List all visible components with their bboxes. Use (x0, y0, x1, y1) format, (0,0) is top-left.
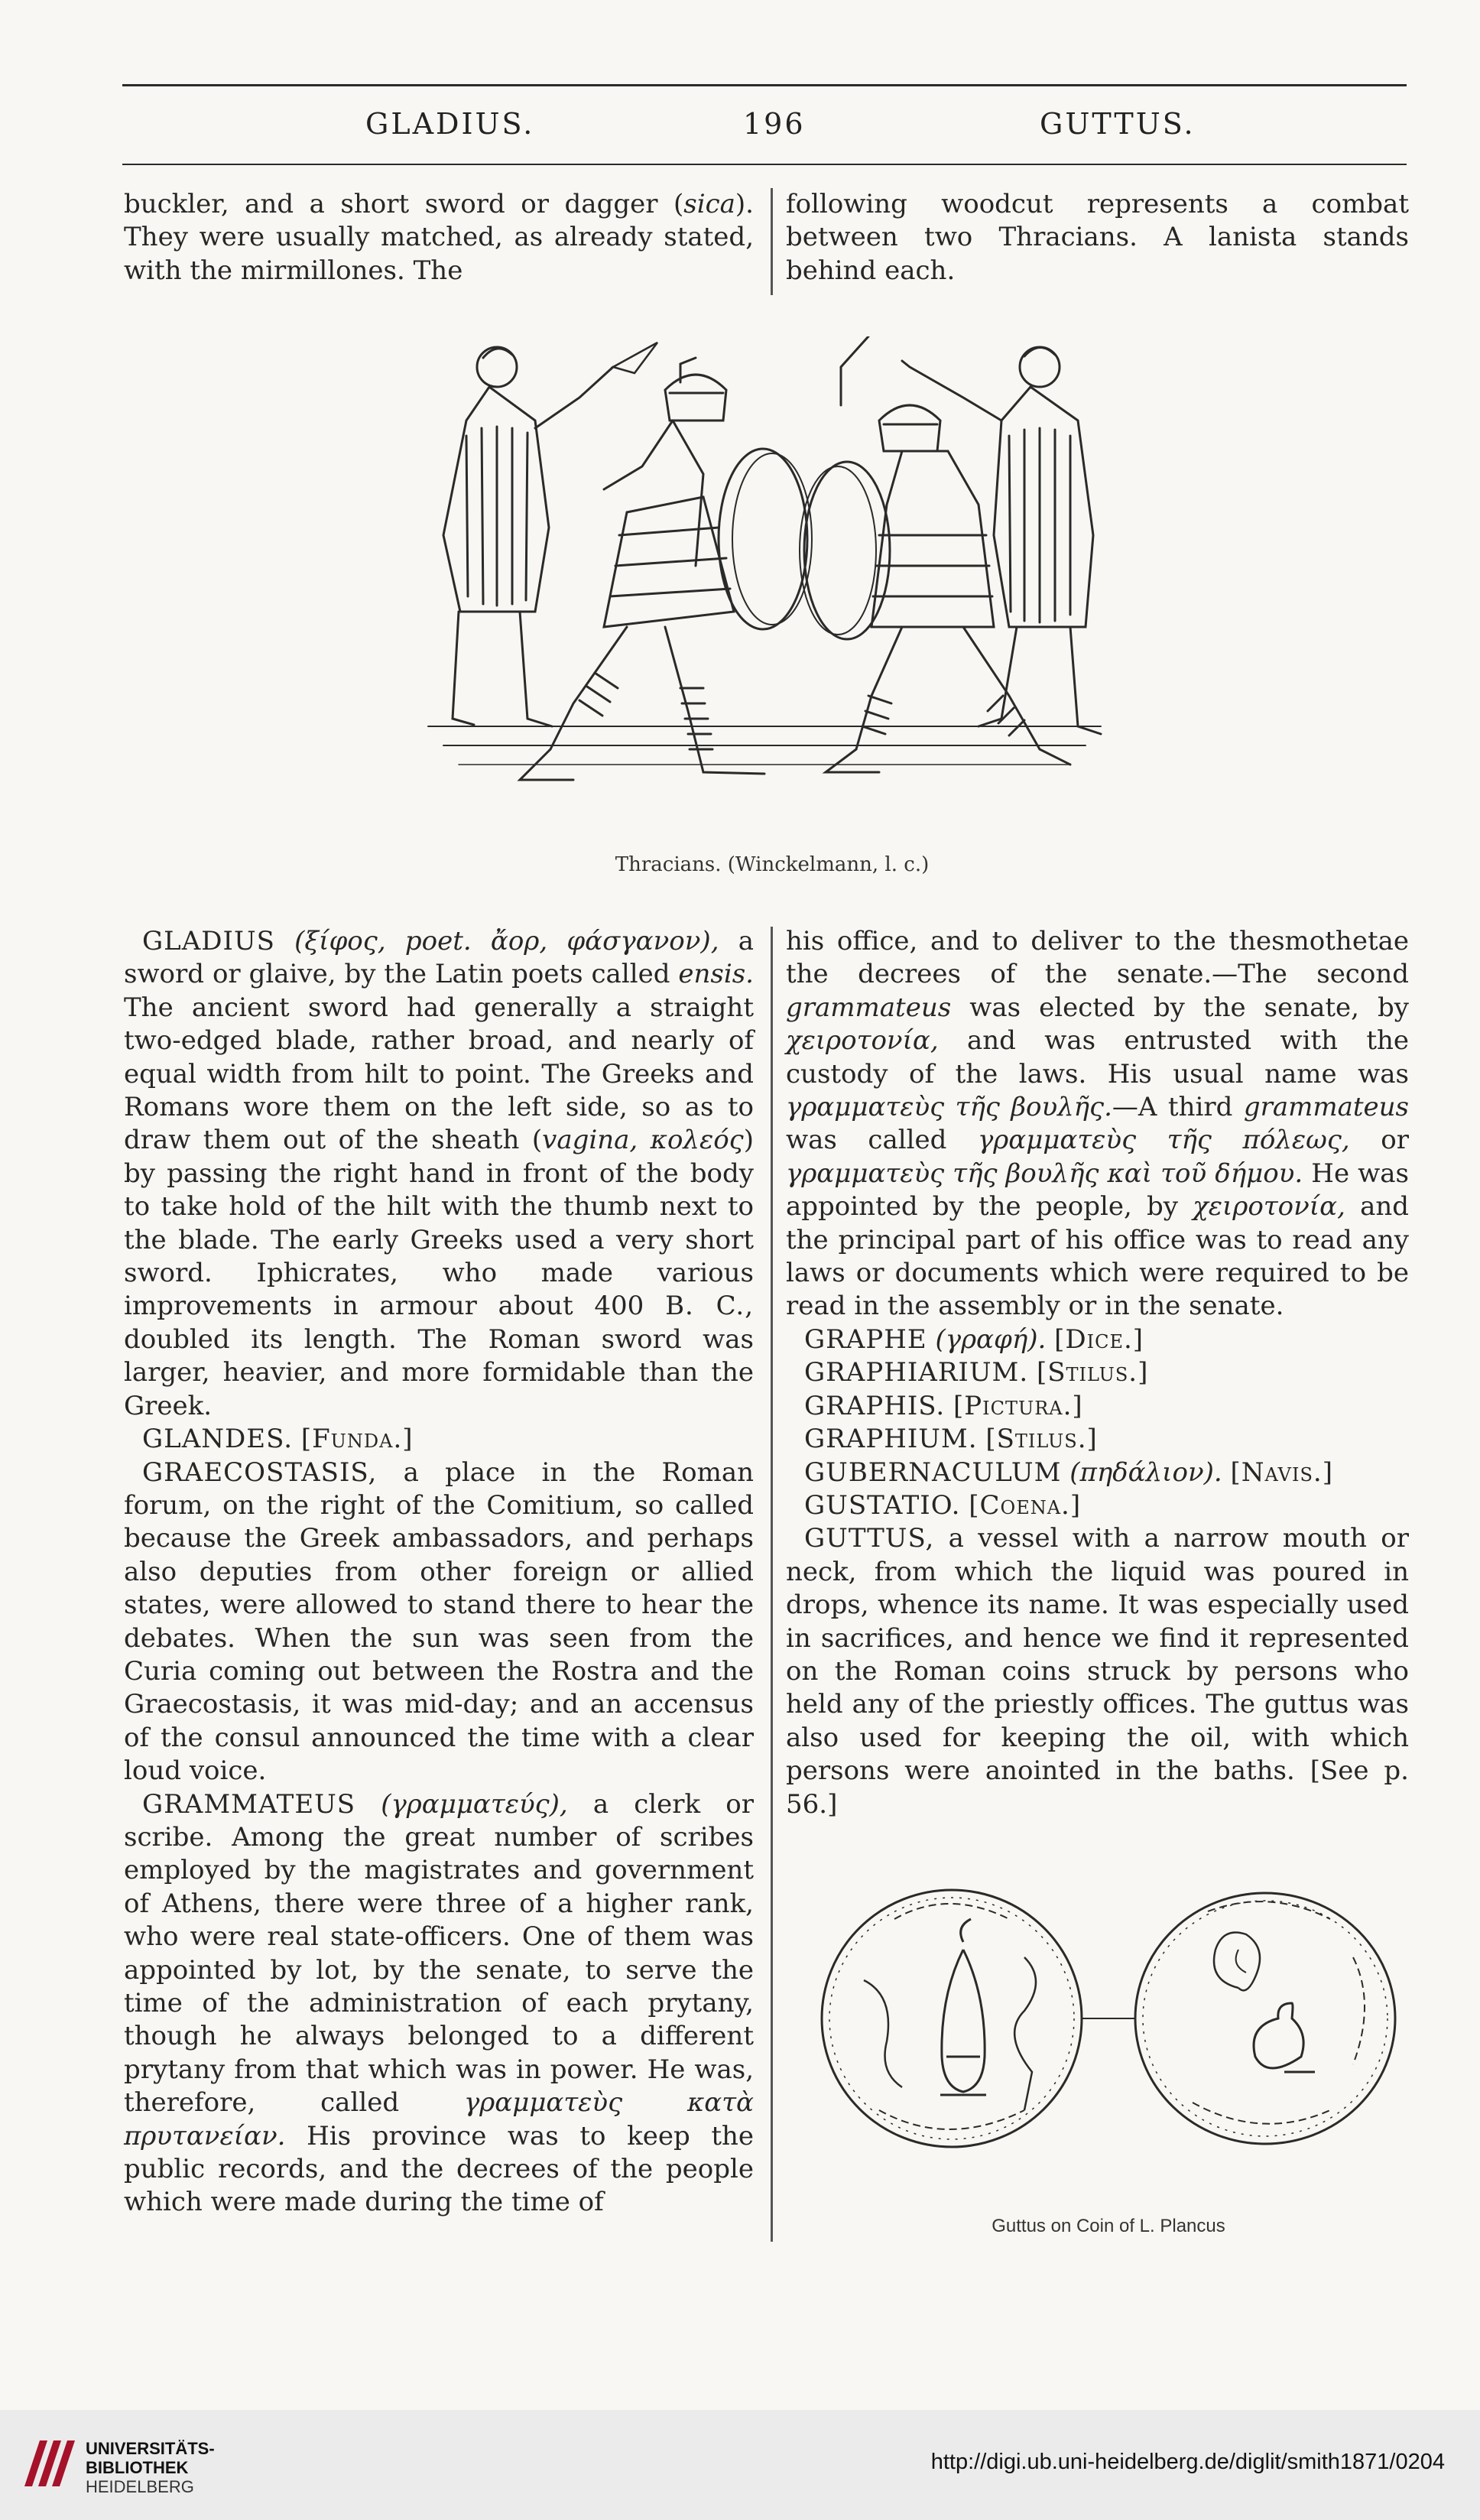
header-rule-bottom (122, 164, 1407, 165)
entry-gladius: GLADIUS (ξίφος, poet. ἄορ, φάσγανον), a sword or glaive, by the Latin poets called ensis. The ancient sword had generally a straight two-edged blade, rather broad, and nearly of equal width from hilt to point. The Greeks and Romans wore them on the left side, so as to draw them out of the sheath (vagina, κολεός) by passing the right hand in front of the body to take hold of the hilt with the thumb next to the blade. The early Greeks used a very short sword. Iphicrates, who made various improvements in armour about 400 B. C., doubled its length. The Roman sword was larger, heavier, and more formidable than the Greek. (124, 926, 755, 1421)
figure2-caption: Guttus on Coin of L. Plancus (992, 2216, 1225, 2236)
footer-bar (0, 2410, 1480, 2520)
xref-link[interactable]: [Stilus.] (1036, 1357, 1149, 1388)
xref-graphe: GRAPHE (γραφή). [Dice.] (804, 1323, 1144, 1355)
xref-graphium: GRAPHIUM. [Stilus.] (804, 1424, 1098, 1455)
entry-guttus: GUTTUS, a vessel with a narrow mouth or neck, from which the liquid was poured in drops, whence its name. It was especially used in sacrifices, and hence we find it represented on the Roman coins struck by persons who held any of the priestly offices. The guttus was also used for keeping the oil, with which persons were anointed in the baths. [See p. 56.] (786, 1523, 1410, 1820)
right-column (786, 925, 1409, 1821)
header-rule-top (122, 84, 1407, 86)
source-url-link[interactable]: http://digi.ub.uni-heidelberg.de/diglit/smith1871/0204 (930, 2450, 1445, 2474)
left-column (124, 925, 754, 2220)
xref-gustatio: GUSTATIO. [Coena.] (804, 1489, 1082, 1521)
running-head-left: GLADIUS. (365, 107, 535, 141)
page-number: 196 (743, 107, 806, 141)
xref-link[interactable]: [Stilus.] (985, 1424, 1098, 1455)
entry-graecostasis: GRAECOSTASIS, a place in the Roman forum, on the right of the Comitium, so called because the Greek ambassadors, and perhaps also deputies from other foreign or allied states, were allowed to stand there to hear the debates. When the sun was seen from the Curia coming out between the Rostra and the Graecostasis, it was mid-day; and an accensus of the consul announced the time with a clear loud voice. (124, 1456, 754, 1787)
library-name: UNIVERSITÄTS- BIBLIOTHEK HEIDELBERG (86, 2439, 215, 2496)
top-column-divider (771, 188, 773, 295)
guttus-coin-illustration (810, 1866, 1407, 2187)
xref-link[interactable]: [Pictura.] (953, 1390, 1083, 1421)
top-text-left: buckler, and a short sword or dagger (sica). They were usually matched, as already stated, with the mirmillones. The (124, 189, 754, 286)
figure1-caption: Thracians. (Winckelmann, l. c.) (615, 853, 930, 876)
lower-column-divider (771, 927, 773, 2242)
xref-graphis: GRAPHIS. [Pictura.] (804, 1390, 1083, 1421)
term-gladius: GLADIUS (142, 926, 275, 956)
xref-link[interactable]: [Dice.] (1054, 1323, 1144, 1355)
top-text-right: following woodcut represents a combat between two Thracians. A lanista stands behind each. (786, 189, 1409, 286)
xref-link[interactable]: [Coena.] (969, 1489, 1082, 1521)
library-logo-icon (17, 2433, 78, 2494)
xref-gubernaculum: GUBERNACULUM (πηδάλιον). [Navis.] (804, 1456, 1334, 1488)
entry-grammateus: GRAMMATEUS (γραμματεύς), a clerk or scribe. Among the great number of scribes employed by the magistrates and government of Athens, there were three of a higher rank, who were real state-officers. One of them was appointed by lot, by the senate, to serve the time of the administration of each prytany, though he always belonged to a different prytany from that which was in power. He was, therefore, called γραμματεὺς κατὰ πρυτανείαν. His province was to keep the public records, and the decrees of the people which were made during the time of (124, 1788, 755, 2218)
entry-glandes: GLANDES. [Funda.] (142, 1424, 414, 1455)
xref-link[interactable]: [Navis.] (1230, 1456, 1334, 1488)
thracians-woodcut (413, 336, 1124, 826)
entry-grammateus-continued: his office, and to deliver to the thesmothetae the decrees of the senate.—The second grammateus was elected by the senate, by χειροτονία, and was entrusted with the custody of the laws. His usual name was γραμματεὺς τῆς βουλῆς.—A third grammateus was called γραμματεὺς τῆς πόλεως, or γραμματεὺς τῆς βουλῆς καὶ τοῦ δήμου. He was appointed by the people, by χειροτονία, and the principal part of his office was to read any laws or documents which were required to be read in the assembly or in the senate. (786, 926, 1410, 1322)
xref-graphiarium: GRAPHIARIUM. [Stilus.] (804, 1357, 1149, 1388)
running-head-right: GUTTUS. (1040, 107, 1196, 141)
